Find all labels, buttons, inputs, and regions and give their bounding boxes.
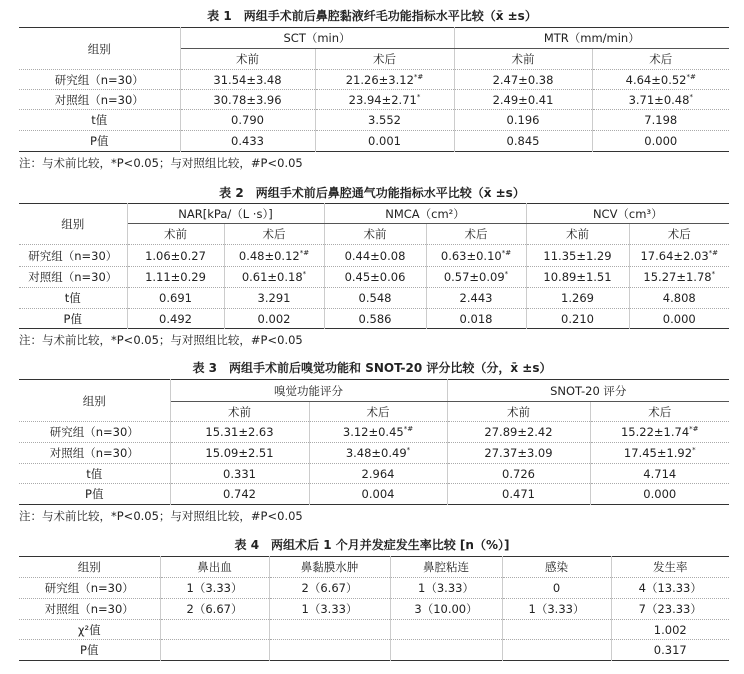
cell-value: 0.000 <box>644 134 678 148</box>
table-cell <box>526 309 629 329</box>
cell-value: 1（3.33） <box>186 581 243 595</box>
table-cell <box>170 464 309 484</box>
row-label: 对照组（n=30） <box>19 267 127 288</box>
table-cell <box>160 578 269 599</box>
column-group-header: 嗅觉功能评分 <box>170 380 447 402</box>
column-header: 术后 <box>224 224 324 245</box>
column-header: 术前 <box>127 224 224 245</box>
significance-mark: * <box>504 270 509 278</box>
table-cell <box>269 599 390 620</box>
table-cell <box>127 288 224 309</box>
significance-mark: *# <box>403 425 414 433</box>
table-cell <box>590 484 729 505</box>
data-table-4 <box>19 556 729 661</box>
cell-value: 1.002 <box>653 622 687 637</box>
cell-value: 0.726 <box>502 466 535 481</box>
table-cell <box>592 70 729 90</box>
table-cell <box>315 131 454 152</box>
column-header: 鼻黏膜水肿 <box>269 557 390 578</box>
table-cell <box>526 288 629 309</box>
table-cell <box>629 267 729 288</box>
group-column-header: 组别 <box>19 28 180 70</box>
cell-value: 3.48±0.49 <box>345 446 407 460</box>
column-header: 术前 <box>447 402 590 422</box>
table-row <box>19 620 729 640</box>
column-header: 术后 <box>592 49 729 70</box>
cell-value: 1（3.33） <box>301 602 358 616</box>
significance-mark: * <box>416 92 421 101</box>
cell-value: 15.31±2.63 <box>205 425 274 439</box>
table-cell <box>390 599 502 620</box>
data-table-2 <box>19 203 729 329</box>
cell-value: 0.004 <box>361 487 395 501</box>
table-row <box>19 484 729 505</box>
cell-value: 17.64±2.03 <box>640 248 709 263</box>
cell-value: 3.12±0.45 <box>342 425 404 439</box>
column-header: 感染 <box>502 557 611 578</box>
cell-value: 0.586 <box>358 311 392 326</box>
cell-value: 21.26±3.12 <box>345 72 414 87</box>
cell-value: 10.89±1.51 <box>543 270 612 284</box>
table-cell <box>324 245 426 267</box>
cell-value: 2.47±0.38 <box>492 72 554 87</box>
table-cell <box>309 443 447 464</box>
cell-value: 0.548 <box>358 291 392 305</box>
cell-value: 0.790 <box>231 113 264 127</box>
cell-value: 0.845 <box>506 134 540 148</box>
cell-value: 0.691 <box>159 291 192 305</box>
cell-value: 0.210 <box>561 311 594 326</box>
table-cell <box>224 245 324 267</box>
table-title: 表 2 两组手术前后鼻腔通气功能指标水平比较（x̄ ±s） <box>219 186 525 200</box>
table-cell <box>160 640 269 661</box>
cell-value: 0.61±0.18 <box>241 270 303 284</box>
table-cell <box>269 578 390 599</box>
cell-value: 0.000 <box>643 487 677 501</box>
table-cell <box>592 110 729 131</box>
table-row <box>19 288 729 309</box>
table-cell <box>454 90 592 110</box>
table-row <box>19 443 729 464</box>
cell-value: 11.35±1.29 <box>543 248 612 263</box>
table-cell <box>592 90 729 110</box>
table-cell <box>309 422 447 443</box>
row-label: 研究组（n=30） <box>19 70 180 90</box>
table-cell <box>170 422 309 443</box>
table-cell <box>324 309 426 329</box>
cell-value: 17.45±1.92 <box>623 446 693 460</box>
group-column-header: 组别 <box>19 557 160 578</box>
table-cell <box>611 620 729 640</box>
table-cell <box>170 443 309 464</box>
table-cell <box>611 599 729 620</box>
table-note: 注：与术前比较，*P<0.05；与对照组比较，#P<0.05 <box>19 509 303 523</box>
cell-value: 0.002 <box>257 311 291 326</box>
table-cell <box>269 620 390 640</box>
table-cell <box>447 443 590 464</box>
table-note: 注：与术前比较，*P<0.05；与对照组比较，#P<0.05 <box>19 156 303 170</box>
table-cell <box>315 70 454 90</box>
table-cell <box>170 484 309 505</box>
table-row <box>19 267 729 288</box>
column-group-header: NMCA（cm²） <box>324 204 526 224</box>
significance-mark: * <box>692 446 696 454</box>
cell-value: 0.63±0.10 <box>440 248 502 263</box>
column-group-header: NCV（cm³） <box>526 204 729 224</box>
table-cell <box>590 422 729 443</box>
table-cell <box>629 288 729 309</box>
table-row <box>19 640 729 661</box>
column-header: 术后 <box>629 224 729 245</box>
table-cell <box>160 620 269 640</box>
header-row <box>19 557 729 578</box>
table-cell <box>426 288 526 309</box>
cell-value: 15.09±2.51 <box>205 446 274 460</box>
cell-value: 2（6.67） <box>186 602 243 616</box>
table-note: 注：与术前比较，*P<0.05；与对照组比较，#P<0.05 <box>19 333 303 347</box>
group-column-header: 组别 <box>19 204 127 245</box>
table-cell <box>426 309 526 329</box>
cell-value: 4.808 <box>662 291 696 305</box>
cell-value: 3.71±0.48 <box>628 92 690 107</box>
cell-value: 30.78±3.96 <box>213 92 282 107</box>
significance-mark: * <box>689 92 693 101</box>
table-cell <box>315 110 454 131</box>
column-header: 术后 <box>590 402 729 422</box>
table-cell <box>447 484 590 505</box>
cell-value: 7.198 <box>644 113 678 127</box>
significance-mark: *# <box>708 248 719 257</box>
column-group-header: NAR[kPa/（L ·s）] <box>127 204 324 224</box>
significance-mark: *# <box>299 248 310 257</box>
table-title: 表 1 两组手术前后鼻腔黏液纤毛功能指标水平比较（x̄ ±s） <box>207 9 537 23</box>
column-header: 术前 <box>324 224 426 245</box>
significance-mark: * <box>406 446 411 454</box>
group-column-header: 组别 <box>19 380 170 422</box>
table-row <box>19 578 729 599</box>
table-cell <box>629 309 729 329</box>
cell-value: 0 <box>552 581 561 595</box>
cell-value: 0.317 <box>653 643 687 657</box>
table-cell <box>454 110 592 131</box>
data-table-3 <box>19 379 729 505</box>
cell-value: 2.443 <box>459 291 493 305</box>
header-group-row <box>19 204 729 224</box>
column-header: 术前 <box>180 49 315 70</box>
cell-value: 0.742 <box>223 487 256 501</box>
row-label: P值 <box>19 309 127 329</box>
row-label: P值 <box>19 131 180 152</box>
significance-mark: * <box>302 270 307 278</box>
cell-value: 1.269 <box>561 291 594 305</box>
table-cell <box>224 288 324 309</box>
row-label: 对照组（n=30） <box>19 90 180 110</box>
cell-value: 0.44±0.08 <box>344 248 406 263</box>
column-header: 术前 <box>454 49 592 70</box>
table-cell <box>454 70 592 90</box>
row-label: 研究组（n=30） <box>19 422 170 443</box>
column-header: 术后 <box>315 49 454 70</box>
cell-value: 0.433 <box>231 134 264 148</box>
significance-mark: *# <box>413 72 424 81</box>
row-label: P值 <box>19 484 170 505</box>
cell-value: 0.000 <box>662 311 696 326</box>
column-group-header: SCT（min） <box>180 28 454 49</box>
table-row <box>19 110 729 131</box>
row-label: t值 <box>19 464 170 484</box>
table-cell <box>180 110 315 131</box>
cell-value: 0.001 <box>368 134 401 148</box>
column-header: 发生率 <box>611 557 729 578</box>
table-cell <box>526 245 629 267</box>
table-cell <box>590 464 729 484</box>
table-cell <box>426 245 526 267</box>
cell-value: 27.89±2.42 <box>484 425 553 439</box>
cell-value: 23.94±2.71 <box>348 92 417 107</box>
row-label: P值 <box>19 640 160 661</box>
cell-value: 0.331 <box>223 466 256 481</box>
table-cell <box>324 267 426 288</box>
table-cell <box>390 578 502 599</box>
cell-value: 31.54±3.48 <box>213 72 282 87</box>
column-group-header: MTR（mm/min） <box>454 28 729 49</box>
table-row <box>19 131 729 152</box>
row-label: 对照组（n=30） <box>19 599 160 620</box>
table-cell <box>224 309 324 329</box>
table-cell <box>127 245 224 267</box>
table-cell <box>502 640 611 661</box>
table-cell <box>629 245 729 267</box>
table-cell <box>309 464 447 484</box>
cell-value: 1（3.33） <box>418 581 474 595</box>
column-header: 术前 <box>526 224 629 245</box>
cell-value: 15.27±1.78 <box>643 270 712 284</box>
column-header: 术前 <box>170 402 309 422</box>
table-cell <box>180 90 315 110</box>
cell-value: 0.492 <box>159 311 192 326</box>
table-cell <box>390 620 502 640</box>
cell-value: 0.48±0.12 <box>238 248 300 263</box>
column-header: 鼻腔粘连 <box>390 557 502 578</box>
table-row <box>19 70 729 90</box>
column-header: 术后 <box>426 224 526 245</box>
table-cell <box>502 620 611 640</box>
cell-value: 0.018 <box>459 311 493 326</box>
table-cell <box>502 599 611 620</box>
table-title: 表 3 两组手术前后嗅觉功能和 SNOT-20 评分比较（分，x̄ ±s） <box>192 361 552 375</box>
cell-value: 0.45±0.06 <box>344 270 406 284</box>
table-title: 表 4 两组术后 1 个月并发症发生率比较 [n（%）] <box>234 538 510 552</box>
table-cell <box>447 464 590 484</box>
header-group-row <box>19 28 729 49</box>
table-cell <box>324 288 426 309</box>
column-header: 术后 <box>309 402 447 422</box>
significance-mark: *# <box>501 248 512 257</box>
table-cell <box>180 131 315 152</box>
cell-value: 1.11±0.29 <box>145 270 206 284</box>
table-cell <box>390 640 502 661</box>
table-cell <box>454 131 592 152</box>
cell-value: 7（23.33） <box>638 602 702 616</box>
table-cell <box>127 309 224 329</box>
cell-value: 4.714 <box>643 466 677 481</box>
cell-value: 2（6.67） <box>301 581 358 595</box>
cell-value: 2.964 <box>361 466 395 481</box>
table-cell <box>590 443 729 464</box>
cell-value: 3（10.00） <box>414 602 478 616</box>
table-row <box>19 422 729 443</box>
cell-value: 1（3.33） <box>528 602 585 616</box>
data-table-1 <box>19 27 729 152</box>
significance-mark: * <box>711 270 716 278</box>
table-row <box>19 309 729 329</box>
cell-value: 3.552 <box>368 113 401 127</box>
significance-mark: *# <box>686 72 696 81</box>
cell-value: 4（13.33） <box>638 581 702 595</box>
cell-value: 27.37±3.09 <box>484 446 553 460</box>
table-cell <box>611 640 729 661</box>
table-cell <box>269 640 390 661</box>
table-cell <box>526 267 629 288</box>
table-cell <box>160 599 269 620</box>
row-label: t值 <box>19 288 127 309</box>
row-label: 研究组（n=30） <box>19 245 127 267</box>
cell-value: 0.471 <box>502 487 535 501</box>
table-cell <box>502 578 611 599</box>
row-label: 对照组（n=30） <box>19 443 170 464</box>
cell-value: 0.196 <box>506 113 540 127</box>
table-cell <box>180 70 315 90</box>
table-cell <box>315 90 454 110</box>
table-cell <box>447 422 590 443</box>
cell-value: 3.291 <box>257 291 291 305</box>
cell-value: 4.64±0.52 <box>625 72 687 87</box>
table-cell <box>127 267 224 288</box>
cell-value: 0.57±0.09 <box>443 270 505 284</box>
row-label: χ²值 <box>19 620 160 640</box>
table-cell <box>592 131 729 152</box>
column-header: 鼻出血 <box>160 557 269 578</box>
table-row <box>19 464 729 484</box>
cell-value: 1.06±0.27 <box>145 248 206 263</box>
table-row <box>19 245 729 267</box>
row-label: 研究组（n=30） <box>19 578 160 599</box>
significance-mark: *# <box>689 425 699 433</box>
table-cell <box>611 578 729 599</box>
cell-value: 2.49±0.41 <box>492 92 554 107</box>
table-cell <box>224 267 324 288</box>
table-row <box>19 599 729 620</box>
table-row <box>19 90 729 110</box>
row-label: t值 <box>19 110 180 131</box>
cell-value: 15.22±1.74 <box>620 425 690 439</box>
column-group-header: SNOT-20 评分 <box>447 380 729 402</box>
header-group-row <box>19 380 729 402</box>
table-cell <box>426 267 526 288</box>
table-cell <box>309 484 447 505</box>
